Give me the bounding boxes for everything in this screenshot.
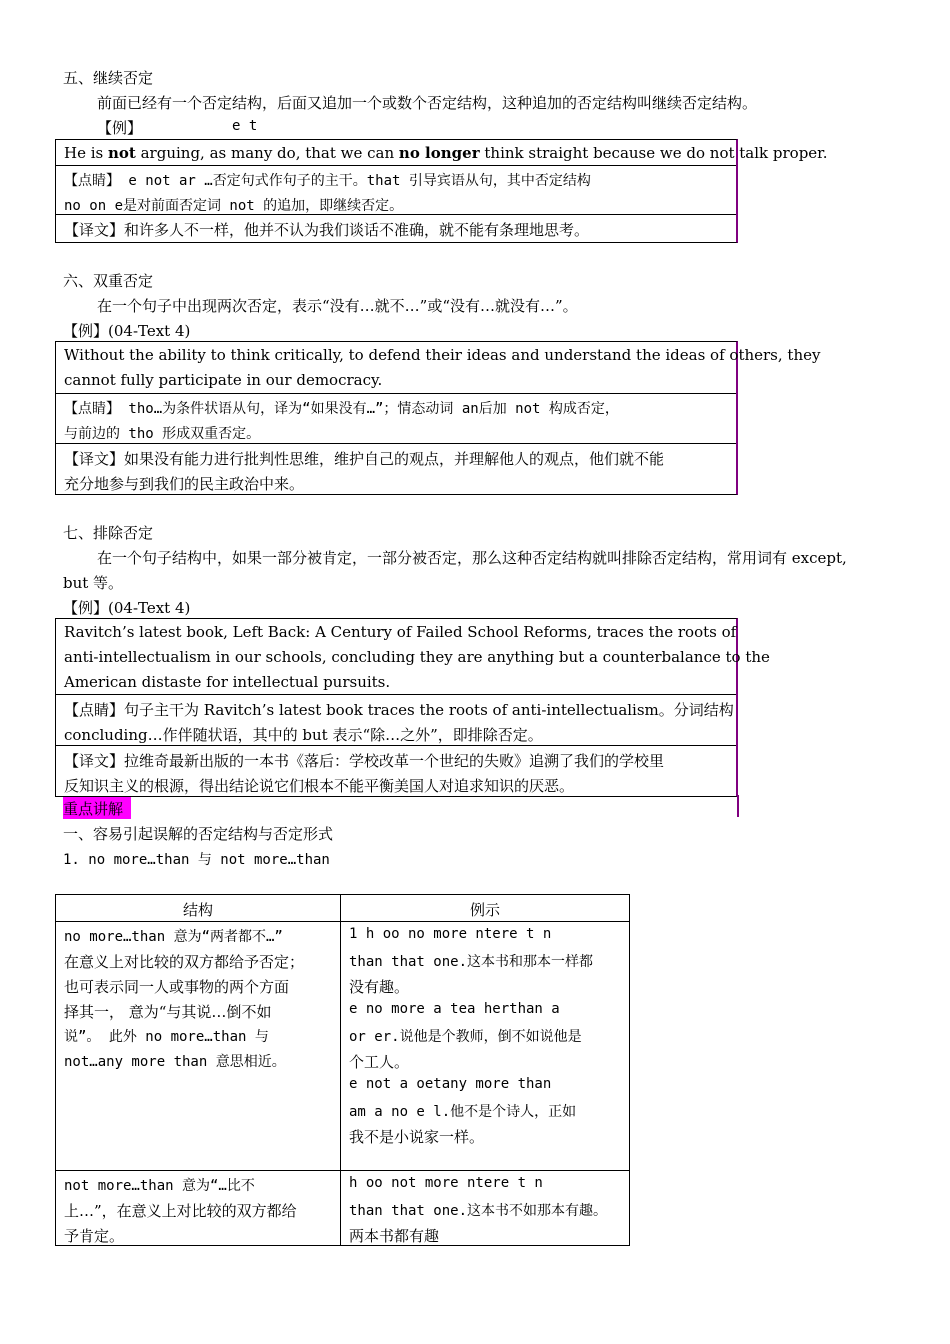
table-cell-line: no more…than 意为“两者都不…” — [64, 929, 283, 945]
table-cell-line: than that one.这本书不如那本有趣。 — [349, 1203, 608, 1219]
table-cell-line: 也可表示同一人或事物的两个方面 — [64, 978, 290, 996]
translation-line-2: 充分地参与到我们的民主政治中来。 — [64, 475, 305, 493]
table-cell-line: 1 h oo no more ntere t n — [349, 926, 552, 942]
translation-row — [56, 745, 736, 796]
table-cell-line: am a no e l.他不是个诗人，正如 — [349, 1104, 577, 1120]
table-cell-line: 上…”，在意义上对比较的双方都给 — [64, 1202, 297, 1220]
example-box-6 — [55, 341, 821, 495]
section-7-desc-line-1: 在一个句子结构中，如果一部分被肯定，一部分被否定，那么这种否定结构就叫排除否定结构，常用词有 except, — [97, 549, 847, 567]
section-6-title: 六、双重否定 — [63, 272, 154, 290]
table-cell-row2-structure — [55, 1170, 341, 1246]
table-header-cell — [55, 894, 341, 922]
section-6-desc: 在一个句子中出现两次否定，表示“没有…就不…”或“没有…就没有…”。 — [97, 297, 578, 315]
example-fragment: e t — [232, 118, 258, 134]
table-cell-row1-structure — [55, 921, 341, 1171]
example-sentence-line-3: American distaste for intellectual pursuits. — [64, 673, 391, 691]
note-line-1: 【点睛】句子主干为 Ravitch’s latest book traces the roots of anti-intellectualism。分词结构 — [64, 701, 734, 719]
note-line-1: 【点睛】 e not ar …否定句式作句子的主干。that 引导宾语从句，其中否定结构 — [64, 173, 591, 189]
translation-row — [56, 214, 736, 241]
section-7-title: 七、排除否定 — [63, 524, 154, 542]
example-sentence-line-2: cannot fully participate in our democracy. — [64, 371, 383, 389]
translation-line-2: 反知识主义的根源，得出结论说它们根本不能平衡美国人对追求知识的厌恶。 — [64, 777, 575, 795]
note-row — [56, 165, 736, 214]
table-cell-line: not more…than 意为“…比不 — [64, 1178, 255, 1194]
example-box-7 — [55, 618, 770, 797]
example-sentence: He is not arguing, as many do, that we can no longer think straight because we do not talk proper. — [64, 144, 828, 162]
example-sentence-line-2: anti-intellectualism in our schools, concluding they are anything but a counterbalance to the — [64, 648, 770, 666]
table-cell-line: h oo not more ntere t n — [349, 1175, 543, 1191]
table-cell-line: 我不是小说家一样。 — [349, 1128, 485, 1146]
table-cell-row2-example — [340, 1170, 630, 1246]
table-cell-line: 择其一， 意为“与其说…倒不如 — [64, 1003, 272, 1021]
translation-line-1: 【译文】拉维奇最新出版的一本书《落后：学校改革一个世纪的失败》追溯了我们的学校里 — [64, 752, 665, 770]
section-5-desc: 前面已经有一个否定结构，后面又追加一个或数个否定结构，这种追加的否定结构叫继续否定结构。 — [97, 94, 758, 112]
example-label: 【例】 — [97, 119, 143, 137]
margin-marker — [737, 795, 739, 817]
table-cell-line: 说”。 此外 no more…than 与 — [64, 1029, 269, 1045]
example-sentence-line-1: Ravitch’s latest book, Left Back: A Century of Failed School Reforms, traces the roots of — [64, 623, 737, 641]
section-5-title: 五、继续否定 — [63, 69, 154, 87]
table-header-example: 例示 — [469, 901, 500, 919]
table-cell-line: or er.说他是个教师，倒不如说他是 — [349, 1029, 582, 1045]
table-cell-line: 在意义上对比较的双方都给予否定； — [64, 953, 305, 971]
table-cell-row1-example — [340, 921, 630, 1171]
table-cell-line: 没有趣。 — [349, 978, 410, 996]
example-box-5 — [55, 139, 828, 243]
note-line-2: 与前边的 tho 形成双重否定。 — [64, 426, 261, 442]
table-cell-line: not…any more than 意思相近。 — [64, 1054, 286, 1070]
example-label: 【例】(04-Text 4) — [63, 599, 191, 617]
key-subtitle-1: 一、容易引起误解的否定结构与否定形式 — [63, 825, 334, 843]
table-cell-line: 个工人。 — [349, 1053, 410, 1071]
table-cell-line: than that one.这本书和那本一样都 — [349, 954, 594, 970]
example-sentence-line-1: Without the ability to think critically, to defend their ideas and understand the ideas of others, they — [64, 346, 821, 364]
note-line-2: concluding…作伴随状语，其中的 but 表示“除…之外”，即排除否定。 — [64, 726, 543, 744]
translation-row — [56, 443, 736, 494]
example-label: 【例】(04-Text 4) — [63, 322, 191, 340]
note-row — [56, 694, 736, 745]
note-row — [56, 393, 736, 443]
section-7-desc-line-2: but 等。 — [63, 574, 124, 592]
table-cell-line: 予肯定。 — [64, 1227, 125, 1245]
key-subtitle-2: 1. no more…than 与 not more…than — [63, 852, 330, 868]
translation-line: 【译文】和许多人不一样，他并不认为我们谈话不准确，就不能有条理地思考。 — [64, 221, 590, 239]
translation-line-1: 【译文】如果没有能力进行批判性思维，维护自己的观点，并理解他人的观点，他们就不能 — [64, 450, 665, 468]
note-line-1: 【点睛】 tho…为条件状语从句，译为“如果没有…”；情态动词 an后加 not 构成否定， — [64, 401, 619, 417]
table-cell-line: e no more a tea herthan a — [349, 1001, 560, 1017]
table-cell-line: 两本书都有趣 — [349, 1227, 440, 1245]
table-header-structure: 结构 — [182, 901, 213, 919]
key-highlight: 重点讲解 — [63, 800, 124, 818]
table-header-cell — [340, 894, 630, 922]
note-line-2: no on e是对前面否定词 not 的追加，即继续否定。 — [64, 198, 404, 214]
table-cell-line: e not a oetany more than — [349, 1076, 552, 1092]
